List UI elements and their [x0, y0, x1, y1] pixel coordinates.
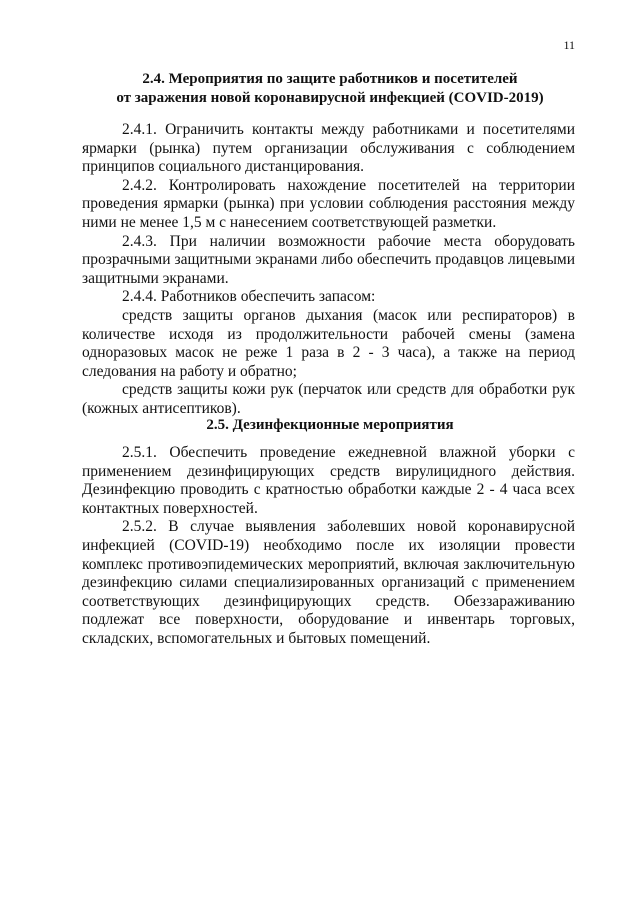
section-2-5-title: 2.5. Дезинфекционные мероприятия: [206, 417, 454, 433]
section-2-4-body: [82, 121, 575, 419]
paragraph-hand-protection: средств защиты кожи рук (перчаток или средств для обработки рук (кожных антисептиков).: [82, 381, 575, 417]
page-number: 11: [563, 38, 575, 52]
paragraph-2-4-1: 2.4.1. Ограничить контакты между работниками и посетителями ярмарки (рынка) путем организации обслуживания с соблюдением принципов социального дистанцирования.: [82, 121, 575, 176]
paragraph-2-5-1: 2.5.1. Обеспечить проведение ежедневной влажной уборки с применением дезинфицирующих средств вирулицидного действия. Дезинфекцию проводить с кратностью обработки каждые 2 - 4 часа всех контактных поверхностей.: [82, 444, 575, 517]
paragraph-2-5-2: 2.5.2. В случае выявления заболевших новой коронавирусной инфекцией (COVID-19) необходимо после их изоляции провести комплекс противоэпидемических мероприятий, включая заключительную дезинфекцию силами специализированных организаций с применением соответствующих дезинфицирующих средств. Обеззараживанию подлежат все поверхности, оборудование и инвентарь торговых, складских, вспомогательных и бытовых помещений.: [82, 518, 575, 647]
section-2-4-title: [80, 70, 580, 108]
section-2-5-body: [82, 444, 575, 649]
section-2-4-title-line2: от заражения новой коронавирусной инфекцией (COVID-2019): [116, 90, 544, 106]
paragraph-2-4-2: 2.4.2. Контролировать нахождение посетителей на территории проведения ярмарки (рынка) при условии соблюдения расстояния между ними не менее 1,5 м с нанесением соответствующей разметки.: [82, 176, 575, 231]
paragraph-2-4-4: 2.4.4. Работников обеспечить запасом:: [122, 288, 376, 306]
paragraph-2-4-3: 2.4.3. При наличии возможности рабочие места оборудовать прозрачными защитными экранами либо обеспечить продавцов лицевыми защитными экранами.: [82, 232, 575, 287]
section-2-4-title-line1: 2.4. Мероприятия по защите работников и посетителей: [142, 71, 518, 87]
paragraph-respiratory-protection: средств защиты органов дыхания (масок или респираторов) в количестве исходя из продолжительности рабочей смены (замена одноразовых масок не реже 1 раза в 2 - 3 часа), а также на период следования на работу и обратно;: [82, 306, 575, 380]
